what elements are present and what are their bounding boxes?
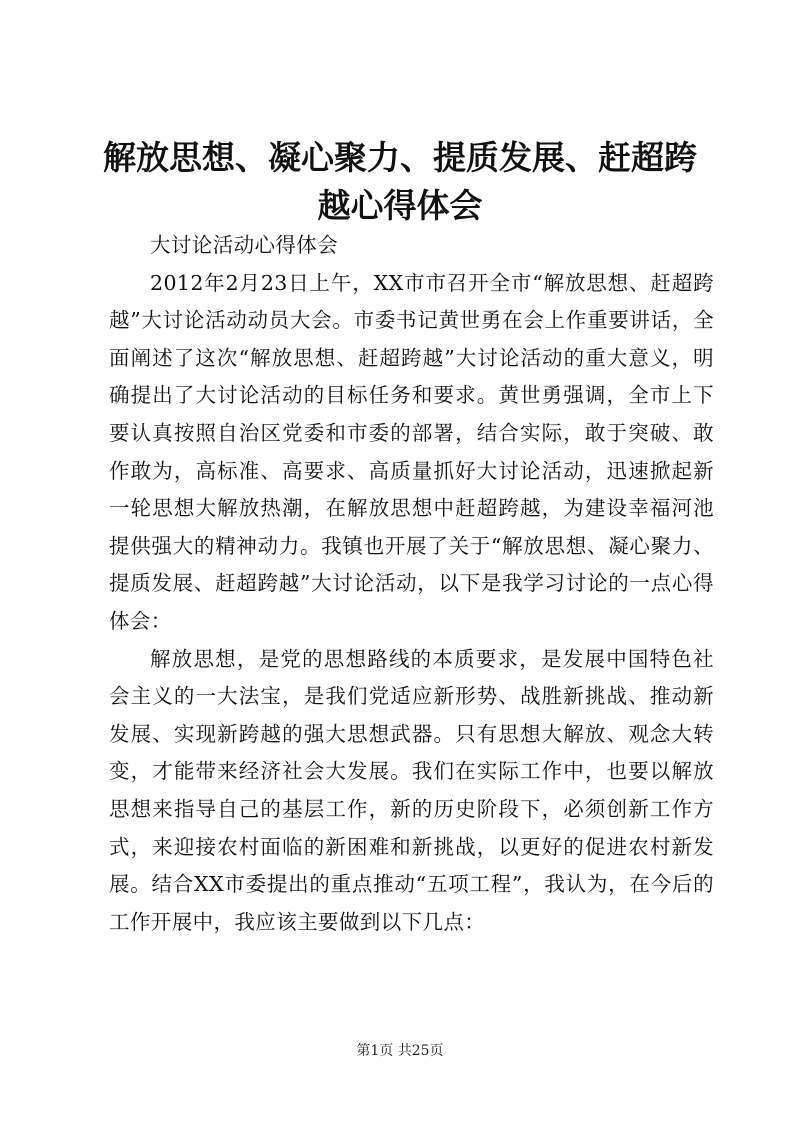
subtitle-paragraph: 大讨论活动心得体会	[150, 233, 339, 257]
body-paragraph: 2012年2月23日上午，XX市市召开全市“解放思想、赶超跨越”大讨论活动动员大会。市委书记黄世勇在会上作重要讲话，全面阐述了这次“解放思想、赶超跨越”大讨论活动的重大意义，明确提出了大讨论活动的目标任务和要求。黄世勇强调，全市上下要认真按照自治区党委和市委的部署，结合实际，敢于突破、敢作敢为，高标准、高要求、高质量抓好大讨论活动，迅速掀起新一轮思想大解放热潮，在解放思想中赶超跨越，为建设幸福河池提供强大的精神动力。我镇也开展了关于“解放思想、凝心聚力、提质发展、赶超跨越”大讨论活动，以下是我学习讨论的一点心得体会：	[109, 270, 714, 633]
page-number-footer: 第1页 共25页	[356, 1043, 444, 1059]
document-body	[109, 227, 714, 941]
document-title: 解放思想、凝心聚力、提质发展、赶超跨越心得体会	[103, 138, 697, 225]
body-paragraph: 解放思想，是党的思想路线的本质要求，是发展中国特色社会主义的一大法宝，是我们党适应新形势、战胜新挑战、推动新发展、实现新跨越的强大思想武器。只有思想大解放、观念大转变，才能带来经济社会大发展。我们在实际工作中，也要以解放思想来指导自己的基层工作，新的历史阶段下，必须创新工作方式，来迎接农村面临的新困难和新挑战，以更好的促进农村新发展。结合XX市委提出的重点推动“五项工程”，我认为，在今后的工作开展中，我应该主要做到以下几点：	[109, 646, 714, 934]
